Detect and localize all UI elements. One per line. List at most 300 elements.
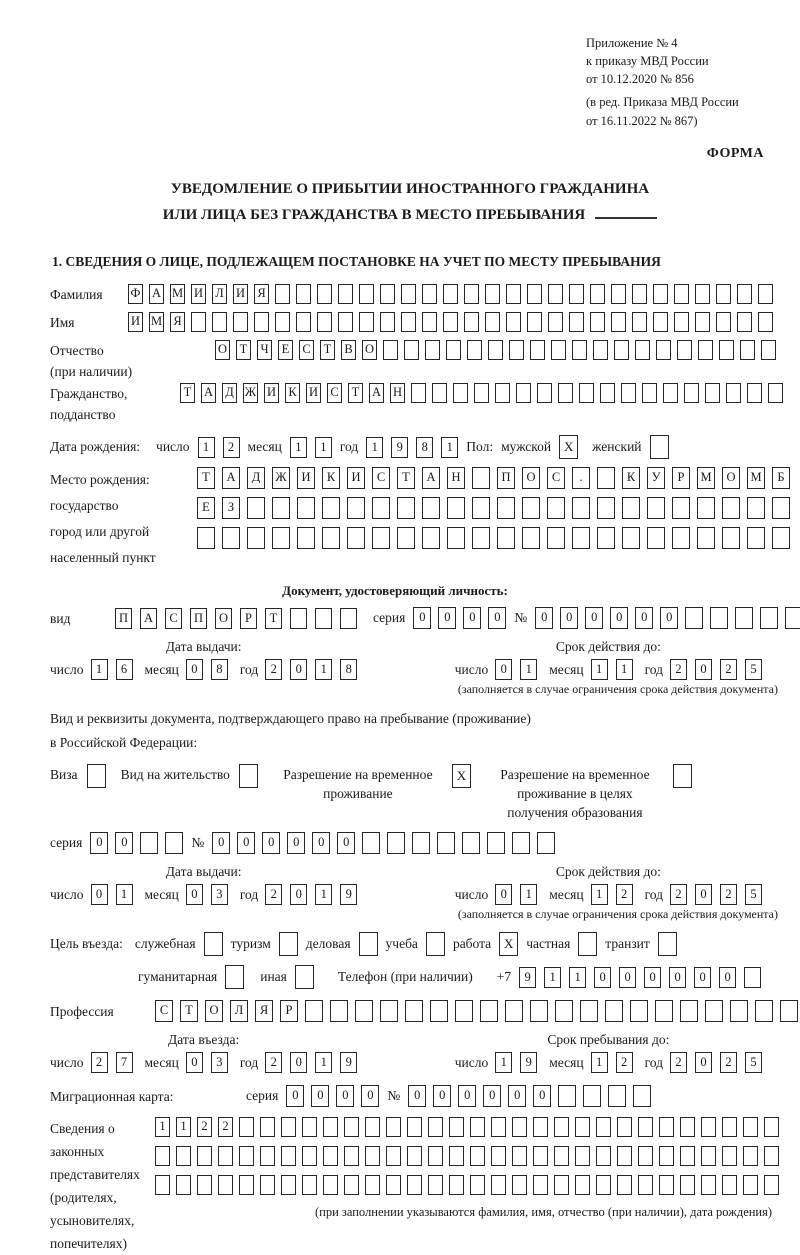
representative-char-cell[interactable] (575, 1175, 590, 1195)
surname-char-cell[interactable]: Я (254, 284, 269, 304)
given-name-char-cell[interactable]: Я (170, 312, 185, 332)
representative-char-cell[interactable] (722, 1146, 737, 1166)
representative-char-cell[interactable] (617, 1117, 632, 1137)
birth-place-char-cell[interactable] (572, 497, 590, 519)
birth-place-char-cell[interactable]: Т (197, 467, 215, 489)
representative-char-cell[interactable] (743, 1146, 758, 1166)
representative-char-cell[interactable] (386, 1117, 401, 1137)
doc-number-cell[interactable]: 0 (560, 607, 578, 629)
doc-series-cell[interactable]: 0 (488, 607, 506, 629)
birth-place-char-cell[interactable] (597, 497, 615, 519)
representative-char-cell[interactable] (533, 1117, 548, 1137)
citizenship-char-cell[interactable] (621, 383, 636, 403)
stay-year-cell[interactable]: 2 (670, 1052, 687, 1073)
representative-char-cell[interactable] (659, 1175, 674, 1195)
birth-place-char-cell[interactable]: Н (447, 467, 465, 489)
given-name-char-cell[interactable] (506, 312, 521, 332)
res-series-cell[interactable] (165, 832, 183, 854)
surname-char-cell[interactable]: И (233, 284, 248, 304)
representative-char-cell[interactable] (722, 1117, 737, 1137)
birth-place-char-cell[interactable]: Т (397, 467, 415, 489)
birth-place-char-cell[interactable] (547, 497, 565, 519)
citizenship-char-cell[interactable] (726, 383, 741, 403)
patronymic-char-cell[interactable] (467, 340, 482, 360)
res-expiry-day-cell[interactable]: 1 (520, 884, 537, 905)
citizenship-char-cell[interactable] (558, 383, 573, 403)
birth-place-char-cell[interactable] (372, 527, 390, 549)
mc-number-cell[interactable]: 0 (533, 1085, 551, 1107)
profession-char-cell[interactable] (530, 1000, 548, 1022)
res-expiry-year-cell[interactable]: 5 (745, 884, 762, 905)
doc-kind-char-cell[interactable]: О (215, 608, 232, 629)
birth-place-char-cell[interactable]: О (522, 467, 540, 489)
representative-char-cell[interactable] (575, 1146, 590, 1166)
doc-issue-month-cell[interactable]: 8 (211, 659, 228, 680)
profession-char-cell[interactable] (380, 1000, 398, 1022)
citizenship-char-cell[interactable] (579, 383, 594, 403)
patronymic-char-cell[interactable] (383, 340, 398, 360)
phone-digit-cell[interactable]: 1 (544, 967, 561, 988)
birth-place-char-cell[interactable] (747, 497, 765, 519)
purpose-business-cell[interactable] (359, 932, 378, 956)
res-number-cell[interactable] (462, 832, 480, 854)
representative-char-cell[interactable] (428, 1117, 443, 1137)
given-name-char-cell[interactable] (653, 312, 668, 332)
surname-char-cell[interactable] (443, 284, 458, 304)
citizenship-char-cell[interactable]: Ж (243, 383, 258, 403)
citizenship-char-cell[interactable] (495, 383, 510, 403)
surname-char-cell[interactable] (653, 284, 668, 304)
birth-place-char-cell[interactable] (347, 527, 365, 549)
citizenship-char-cell[interactable] (768, 383, 783, 403)
given-name-char-cell[interactable] (317, 312, 332, 332)
residence-permit-checkbox-cell[interactable] (239, 764, 258, 788)
doc-expiry-day-cell[interactable]: 0 (495, 659, 512, 680)
mc-number-cell[interactable] (608, 1085, 626, 1107)
birth-place-char-cell[interactable]: И (297, 467, 315, 489)
phone-digit-cell[interactable]: 0 (719, 967, 736, 988)
purpose-tourism-cell[interactable] (279, 932, 298, 956)
representative-char-cell[interactable] (281, 1175, 296, 1195)
profession-char-cell[interactable]: Р (280, 1000, 298, 1022)
patronymic-char-cell[interactable] (635, 340, 650, 360)
birth-place-char-cell[interactable] (447, 497, 465, 519)
purpose-humanitarian-cell[interactable] (225, 965, 244, 989)
doc-issue-day-cell[interactable]: 6 (116, 659, 133, 680)
representative-char-cell[interactable] (491, 1146, 506, 1166)
birth-place-char-cell[interactable] (272, 497, 290, 519)
birth-place-char-cell[interactable] (397, 497, 415, 519)
birth-place-char-cell[interactable]: Р (672, 467, 690, 489)
representative-char-cell[interactable] (743, 1175, 758, 1195)
patronymic-char-cell[interactable]: Ч (257, 340, 272, 360)
birth-place-char-cell[interactable] (622, 497, 640, 519)
representative-char-cell[interactable] (701, 1117, 716, 1137)
profession-char-cell[interactable] (405, 1000, 423, 1022)
entry-year-cell[interactable]: 1 (315, 1052, 332, 1073)
temp-residence-checkbox-cell[interactable]: X (452, 764, 471, 788)
birth-place-char-cell[interactable] (247, 527, 265, 549)
representative-char-cell[interactable] (491, 1175, 506, 1195)
representative-char-cell[interactable] (260, 1117, 275, 1137)
res-number-cell[interactable]: 0 (312, 832, 330, 854)
mc-number-cell[interactable]: 0 (508, 1085, 526, 1107)
birth-place-char-cell[interactable]: П (497, 467, 515, 489)
representative-char-cell[interactable] (302, 1117, 317, 1137)
representative-char-cell[interactable] (239, 1117, 254, 1137)
res-issue-year-cell[interactable]: 1 (315, 884, 332, 905)
birth-place-char-cell[interactable]: У (647, 467, 665, 489)
patronymic-char-cell[interactable] (404, 340, 419, 360)
representative-char-cell[interactable] (449, 1175, 464, 1195)
representative-char-cell[interactable] (638, 1117, 653, 1137)
representative-char-cell[interactable] (260, 1146, 275, 1166)
patronymic-char-cell[interactable] (572, 340, 587, 360)
patronymic-char-cell[interactable] (761, 340, 776, 360)
representative-char-cell[interactable] (512, 1117, 527, 1137)
surname-char-cell[interactable] (527, 284, 542, 304)
profession-char-cell[interactable]: Т (180, 1000, 198, 1022)
birth-place-char-cell[interactable]: . (572, 467, 590, 489)
citizenship-char-cell[interactable] (453, 383, 468, 403)
representative-char-cell[interactable] (155, 1175, 170, 1195)
temp-residence-education-checkbox-cell[interactable] (673, 764, 692, 788)
patronymic-char-cell[interactable] (530, 340, 545, 360)
representative-char-cell[interactable] (659, 1146, 674, 1166)
representative-char-cell[interactable] (638, 1146, 653, 1166)
citizenship-char-cell[interactable] (537, 383, 552, 403)
res-issue-day-cell[interactable]: 0 (91, 884, 108, 905)
surname-char-cell[interactable] (674, 284, 689, 304)
birth-place-char-cell[interactable] (522, 527, 540, 549)
res-number-cell[interactable] (412, 832, 430, 854)
representative-char-cell[interactable] (197, 1146, 212, 1166)
mc-series-cell[interactable]: 0 (336, 1085, 354, 1107)
res-number-cell[interactable]: 0 (262, 832, 280, 854)
birth-place-char-cell[interactable]: К (622, 467, 640, 489)
purpose-study-cell[interactable] (426, 932, 445, 956)
citizenship-char-cell[interactable] (684, 383, 699, 403)
birth-place-char-cell[interactable] (597, 467, 615, 489)
doc-expiry-day-cell[interactable]: 1 (520, 659, 537, 680)
birth-place-char-cell[interactable] (722, 497, 740, 519)
given-name-char-cell[interactable] (695, 312, 710, 332)
entry-month-cell[interactable]: 0 (186, 1052, 203, 1073)
doc-issue-year-cell[interactable]: 2 (265, 659, 282, 680)
birth-year-cell[interactable]: 9 (391, 437, 408, 458)
representative-char-cell[interactable] (344, 1117, 359, 1137)
profession-char-cell[interactable] (505, 1000, 523, 1022)
stay-month-cell[interactable]: 1 (591, 1052, 608, 1073)
representative-char-cell[interactable] (764, 1146, 779, 1166)
representative-char-cell[interactable] (512, 1146, 527, 1166)
patronymic-char-cell[interactable] (656, 340, 671, 360)
given-name-char-cell[interactable] (464, 312, 479, 332)
phone-digit-cell[interactable]: 0 (669, 967, 686, 988)
birth-place-char-cell[interactable] (647, 527, 665, 549)
entry-year-cell[interactable]: 2 (265, 1052, 282, 1073)
representative-char-cell[interactable] (596, 1146, 611, 1166)
birth-place-char-cell[interactable] (672, 527, 690, 549)
representative-char-cell[interactable] (218, 1175, 233, 1195)
representative-char-cell[interactable] (470, 1146, 485, 1166)
representative-char-cell[interactable] (407, 1175, 422, 1195)
birth-place-char-cell[interactable] (697, 527, 715, 549)
representative-char-cell[interactable]: 1 (155, 1117, 170, 1137)
doc-series-cell[interactable]: 0 (413, 607, 431, 629)
representative-char-cell[interactable] (260, 1175, 275, 1195)
representative-char-cell[interactable] (533, 1146, 548, 1166)
representative-char-cell[interactable] (470, 1117, 485, 1137)
doc-kind-char-cell[interactable]: А (140, 608, 157, 629)
doc-number-cell[interactable]: 0 (585, 607, 603, 629)
birth-place-char-cell[interactable]: Б (772, 467, 790, 489)
visa-checkbox-cell[interactable] (87, 764, 106, 788)
representative-char-cell[interactable] (281, 1146, 296, 1166)
birth-year-cell[interactable]: 8 (416, 437, 433, 458)
citizenship-char-cell[interactable] (642, 383, 657, 403)
patronymic-char-cell[interactable] (698, 340, 713, 360)
entry-year-cell[interactable]: 9 (340, 1052, 357, 1073)
representative-char-cell[interactable] (302, 1146, 317, 1166)
birth-place-char-cell[interactable]: Ж (272, 467, 290, 489)
birth-place-char-cell[interactable] (297, 527, 315, 549)
female-checkbox-cell[interactable] (650, 435, 669, 459)
representative-char-cell[interactable] (218, 1146, 233, 1166)
patronymic-char-cell[interactable] (446, 340, 461, 360)
representative-char-cell[interactable] (764, 1175, 779, 1195)
profession-char-cell[interactable] (555, 1000, 573, 1022)
res-expiry-month-cell[interactable]: 1 (591, 884, 608, 905)
representative-char-cell[interactable] (470, 1175, 485, 1195)
res-series-cell[interactable]: 0 (90, 832, 108, 854)
representative-char-cell[interactable] (239, 1146, 254, 1166)
representative-char-cell[interactable] (365, 1117, 380, 1137)
surname-char-cell[interactable] (590, 284, 605, 304)
profession-char-cell[interactable] (605, 1000, 623, 1022)
representative-char-cell[interactable] (407, 1146, 422, 1166)
profession-char-cell[interactable]: О (205, 1000, 223, 1022)
citizenship-char-cell[interactable]: А (201, 383, 216, 403)
birth-place-char-cell[interactable] (497, 527, 515, 549)
representative-char-cell[interactable] (323, 1117, 338, 1137)
patronymic-char-cell[interactable] (614, 340, 629, 360)
birth-place-char-cell[interactable] (622, 527, 640, 549)
patronymic-char-cell[interactable]: Е (278, 340, 293, 360)
representative-char-cell[interactable] (344, 1146, 359, 1166)
res-number-cell[interactable] (362, 832, 380, 854)
given-name-char-cell[interactable] (254, 312, 269, 332)
given-name-char-cell[interactable] (338, 312, 353, 332)
birth-place-char-cell[interactable] (697, 497, 715, 519)
representative-char-cell[interactable] (323, 1146, 338, 1166)
birth-place-char-cell[interactable] (722, 527, 740, 549)
birth-place-char-cell[interactable]: А (422, 467, 440, 489)
representative-char-cell[interactable] (155, 1146, 170, 1166)
representative-char-cell[interactable] (407, 1117, 422, 1137)
birth-place-char-cell[interactable]: О (722, 467, 740, 489)
profession-char-cell[interactable] (780, 1000, 798, 1022)
given-name-char-cell[interactable] (758, 312, 773, 332)
doc-number-cell[interactable] (785, 607, 800, 629)
birth-place-char-cell[interactable] (472, 497, 490, 519)
surname-char-cell[interactable] (632, 284, 647, 304)
surname-char-cell[interactable]: М (170, 284, 185, 304)
doc-issue-month-cell[interactable]: 0 (186, 659, 203, 680)
given-name-char-cell[interactable] (275, 312, 290, 332)
res-number-cell[interactable]: 0 (237, 832, 255, 854)
birth-place-char-cell[interactable] (747, 527, 765, 549)
profession-char-cell[interactable] (655, 1000, 673, 1022)
representative-char-cell[interactable] (365, 1146, 380, 1166)
representative-char-cell[interactable] (239, 1175, 254, 1195)
purpose-official-cell[interactable] (204, 932, 223, 956)
profession-char-cell[interactable] (705, 1000, 723, 1022)
phone-digit-cell[interactable]: 9 (519, 967, 536, 988)
stay-day-cell[interactable]: 9 (520, 1052, 537, 1073)
representative-char-cell[interactable] (449, 1117, 464, 1137)
profession-char-cell[interactable] (755, 1000, 773, 1022)
birth-place-char-cell[interactable]: И (347, 467, 365, 489)
given-name-char-cell[interactable] (359, 312, 374, 332)
doc-expiry-year-cell[interactable]: 0 (695, 659, 712, 680)
birth-place-char-cell[interactable] (322, 497, 340, 519)
doc-number-cell[interactable]: 0 (610, 607, 628, 629)
doc-expiry-year-cell[interactable]: 2 (720, 659, 737, 680)
birth-place-char-cell[interactable]: Д (247, 467, 265, 489)
citizenship-char-cell[interactable] (600, 383, 615, 403)
citizenship-char-cell[interactable]: К (285, 383, 300, 403)
phone-digit-cell[interactable]: 0 (594, 967, 611, 988)
profession-char-cell[interactable] (680, 1000, 698, 1022)
birth-year-cell[interactable]: 1 (441, 437, 458, 458)
surname-char-cell[interactable] (401, 284, 416, 304)
birth-place-char-cell[interactable] (772, 527, 790, 549)
res-issue-year-cell[interactable]: 9 (340, 884, 357, 905)
res-issue-month-cell[interactable]: 3 (211, 884, 228, 905)
entry-year-cell[interactable]: 0 (290, 1052, 307, 1073)
stay-year-cell[interactable]: 5 (745, 1052, 762, 1073)
profession-char-cell[interactable] (430, 1000, 448, 1022)
doc-number-cell[interactable]: 0 (635, 607, 653, 629)
representative-char-cell[interactable] (386, 1146, 401, 1166)
surname-char-cell[interactable]: И (191, 284, 206, 304)
representative-char-cell[interactable] (365, 1175, 380, 1195)
mc-number-cell[interactable]: 0 (483, 1085, 501, 1107)
birth-place-char-cell[interactable] (497, 497, 515, 519)
representative-char-cell[interactable] (176, 1146, 191, 1166)
given-name-char-cell[interactable] (737, 312, 752, 332)
res-series-cell[interactable] (140, 832, 158, 854)
res-number-cell[interactable] (487, 832, 505, 854)
birth-place-char-cell[interactable] (572, 527, 590, 549)
birth-place-char-cell[interactable] (322, 527, 340, 549)
representative-char-cell[interactable]: 1 (176, 1117, 191, 1137)
representative-char-cell[interactable] (680, 1117, 695, 1137)
surname-char-cell[interactable] (611, 284, 626, 304)
purpose-work-cell[interactable]: X (499, 932, 518, 956)
citizenship-char-cell[interactable] (747, 383, 762, 403)
representative-char-cell[interactable] (659, 1117, 674, 1137)
birth-place-char-cell[interactable] (472, 467, 490, 489)
given-name-char-cell[interactable] (485, 312, 500, 332)
representative-char-cell[interactable] (428, 1146, 443, 1166)
birth-place-char-cell[interactable]: М (697, 467, 715, 489)
citizenship-char-cell[interactable] (432, 383, 447, 403)
doc-kind-char-cell[interactable]: С (165, 608, 182, 629)
birth-place-char-cell[interactable] (772, 497, 790, 519)
representative-char-cell[interactable] (701, 1146, 716, 1166)
entry-day-cell[interactable]: 2 (91, 1052, 108, 1073)
entry-month-cell[interactable]: 3 (211, 1052, 228, 1073)
given-name-char-cell[interactable] (716, 312, 731, 332)
surname-char-cell[interactable] (422, 284, 437, 304)
doc-number-cell[interactable] (710, 607, 728, 629)
surname-char-cell[interactable] (506, 284, 521, 304)
patronymic-char-cell[interactable]: В (341, 340, 356, 360)
citizenship-char-cell[interactable] (516, 383, 531, 403)
doc-expiry-month-cell[interactable]: 1 (591, 659, 608, 680)
doc-kind-char-cell[interactable] (315, 608, 332, 629)
profession-char-cell[interactable] (355, 1000, 373, 1022)
birth-place-char-cell[interactable]: А (222, 467, 240, 489)
birth-place-char-cell[interactable] (472, 527, 490, 549)
profession-char-cell[interactable] (730, 1000, 748, 1022)
mc-number-cell[interactable] (633, 1085, 651, 1107)
given-name-char-cell[interactable]: И (128, 312, 143, 332)
doc-series-cell[interactable]: 0 (463, 607, 481, 629)
representative-char-cell[interactable] (302, 1175, 317, 1195)
res-series-cell[interactable]: 0 (115, 832, 133, 854)
surname-char-cell[interactable] (548, 284, 563, 304)
patronymic-char-cell[interactable]: О (362, 340, 377, 360)
representative-char-cell[interactable] (764, 1117, 779, 1137)
citizenship-char-cell[interactable]: И (306, 383, 321, 403)
phone-digit-cell[interactable]: 0 (644, 967, 661, 988)
res-expiry-year-cell[interactable]: 0 (695, 884, 712, 905)
purpose-transit-cell[interactable] (658, 932, 677, 956)
given-name-char-cell[interactable] (401, 312, 416, 332)
res-number-cell[interactable]: 0 (287, 832, 305, 854)
res-expiry-day-cell[interactable]: 0 (495, 884, 512, 905)
profession-char-cell[interactable]: Л (230, 1000, 248, 1022)
representative-char-cell[interactable] (743, 1117, 758, 1137)
doc-number-cell[interactable]: 0 (660, 607, 678, 629)
representative-char-cell[interactable] (323, 1175, 338, 1195)
birth-place-char-cell[interactable] (222, 527, 240, 549)
male-checkbox-cell[interactable]: X (559, 435, 578, 459)
given-name-char-cell[interactable] (590, 312, 605, 332)
representative-char-cell[interactable] (512, 1175, 527, 1195)
birth-place-char-cell[interactable]: З (222, 497, 240, 519)
patronymic-char-cell[interactable]: О (215, 340, 230, 360)
representative-char-cell[interactable] (554, 1117, 569, 1137)
representative-char-cell[interactable] (617, 1175, 632, 1195)
res-expiry-year-cell[interactable]: 2 (720, 884, 737, 905)
representative-char-cell[interactable] (197, 1175, 212, 1195)
res-number-cell[interactable]: 0 (212, 832, 230, 854)
birth-day-cell[interactable]: 1 (198, 437, 215, 458)
given-name-char-cell[interactable] (527, 312, 542, 332)
representative-char-cell[interactable] (281, 1117, 296, 1137)
representative-char-cell[interactable] (638, 1175, 653, 1195)
birth-place-char-cell[interactable] (422, 527, 440, 549)
birth-month-cell[interactable]: 1 (290, 437, 307, 458)
birth-place-char-cell[interactable] (372, 497, 390, 519)
citizenship-char-cell[interactable] (411, 383, 426, 403)
purpose-private-cell[interactable] (578, 932, 597, 956)
profession-char-cell[interactable] (480, 1000, 498, 1022)
